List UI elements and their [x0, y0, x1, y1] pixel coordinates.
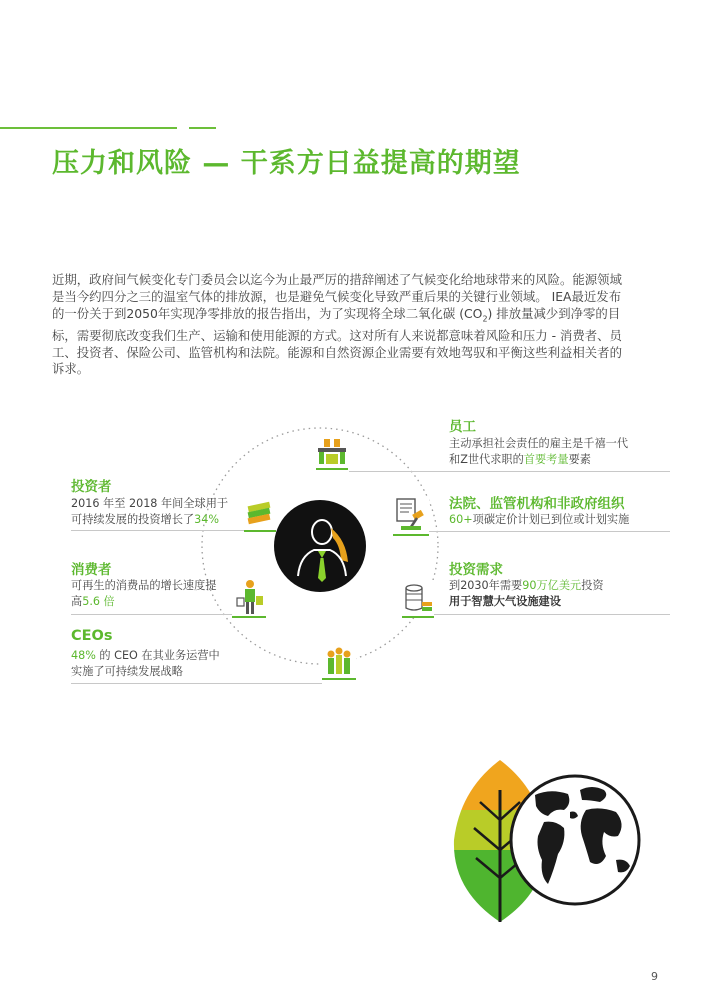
investment-need-highlight: 90万亿美元 [522, 579, 582, 592]
employees-description [449, 436, 628, 468]
investors-highlight: 34% [194, 513, 219, 526]
courts-heading: 法院、监管机构和非政府组织 [449, 496, 625, 512]
consumers-line2: 高5.6 倍 [71, 595, 115, 608]
intro-line: 诉求。 [52, 361, 90, 377]
employees-highlight: 首要考量 [523, 453, 569, 466]
investors-description [71, 496, 228, 528]
investors-heading: 投资者 [71, 479, 112, 495]
ceos-heading: CEOs [71, 628, 113, 644]
ceos-line2: 实施了可持续发展战略 [71, 665, 183, 678]
courts-line1: 60+项碳定价计划已到位或计划实施 [449, 513, 630, 526]
intro-line: 是当今约四分之三的温室气体的排放源，也是避免气候变化导致严重后果的关键行业领域。 IEA最近发布 [52, 288, 622, 304]
ceos-line1: 48% 的 CEO 在其业务运营中 [71, 649, 220, 662]
investment-need-underline [434, 614, 670, 615]
intro-line: 的一份关于到2050年实现净零排放的报告指出，为了实现将全球二氧化碳 $(CO_2)$ 排放量减少到净零的目 [52, 305, 621, 324]
intro-line: 近期，政府间气候变化专门委员会以迄今为止最严厉的措辞阐述了气候变化给地球带来的风险。能源领域 [52, 272, 622, 287]
consumers-description [71, 578, 216, 610]
employees-line1: 主动承担社会责任的雇主是千禧一代 [449, 437, 629, 450]
courts-description [449, 512, 629, 528]
page-title: 压力和风险 — 干系方日益提高的期望 [52, 148, 521, 179]
consumers-line1: 可再生的消费品的增长速度提 [71, 579, 217, 592]
shopper-icon [232, 578, 266, 618]
investment-need-line1: 到2030年需要90万亿美元投资 [449, 579, 604, 592]
consumers-heading: 消费者 [71, 562, 112, 578]
money-stack-icon [244, 496, 276, 534]
consumers-underline [71, 614, 232, 615]
employees-heading: 员工 [449, 419, 476, 435]
investment-need-description [449, 578, 604, 610]
intro-paragraph [52, 272, 667, 378]
courts-highlight: 60+ [449, 513, 473, 526]
header-rule-long [0, 127, 177, 129]
intro-line: 标，需要彻底改变我们生产、运输和使用能源的方式。这对所有人来说都意味着风险和压力 - 消费者、员 [52, 327, 622, 343]
investment-need-heading: 投资需求 [449, 562, 503, 578]
consumers-highlight: 5.6 倍 [82, 595, 115, 608]
ceos-description [71, 648, 220, 680]
employees-underline [349, 471, 670, 472]
courts-underline [429, 531, 670, 532]
gavel-document-icon [393, 496, 429, 536]
investment-need-line2: 用于智慧大气设施建设 [449, 595, 561, 608]
investors-underline [71, 530, 244, 531]
ceos-underline [71, 683, 322, 684]
page-number: 9 [651, 970, 658, 983]
employees-line2: 和Z世代求职的首要考量要素 [449, 453, 591, 466]
person-icon [274, 500, 366, 592]
intro-line: 工、投资者、保险公司、监管机构和法院。能源和自然资源企业需要有效地驾驭和平衡这些利益相关者的 [52, 344, 622, 360]
leaf-globe-illustration [440, 750, 660, 930]
header-rule-short [189, 127, 216, 129]
ceos-highlight: 48% [71, 649, 96, 662]
coin-stack-icon [402, 580, 434, 618]
investors-line1: 2016 年至 2018 年间全球用于 [71, 497, 229, 510]
investors-line2: 可持续发展的投资增长了34% [71, 513, 219, 526]
meeting-table-icon [314, 432, 350, 472]
group-people-icon [322, 642, 356, 682]
